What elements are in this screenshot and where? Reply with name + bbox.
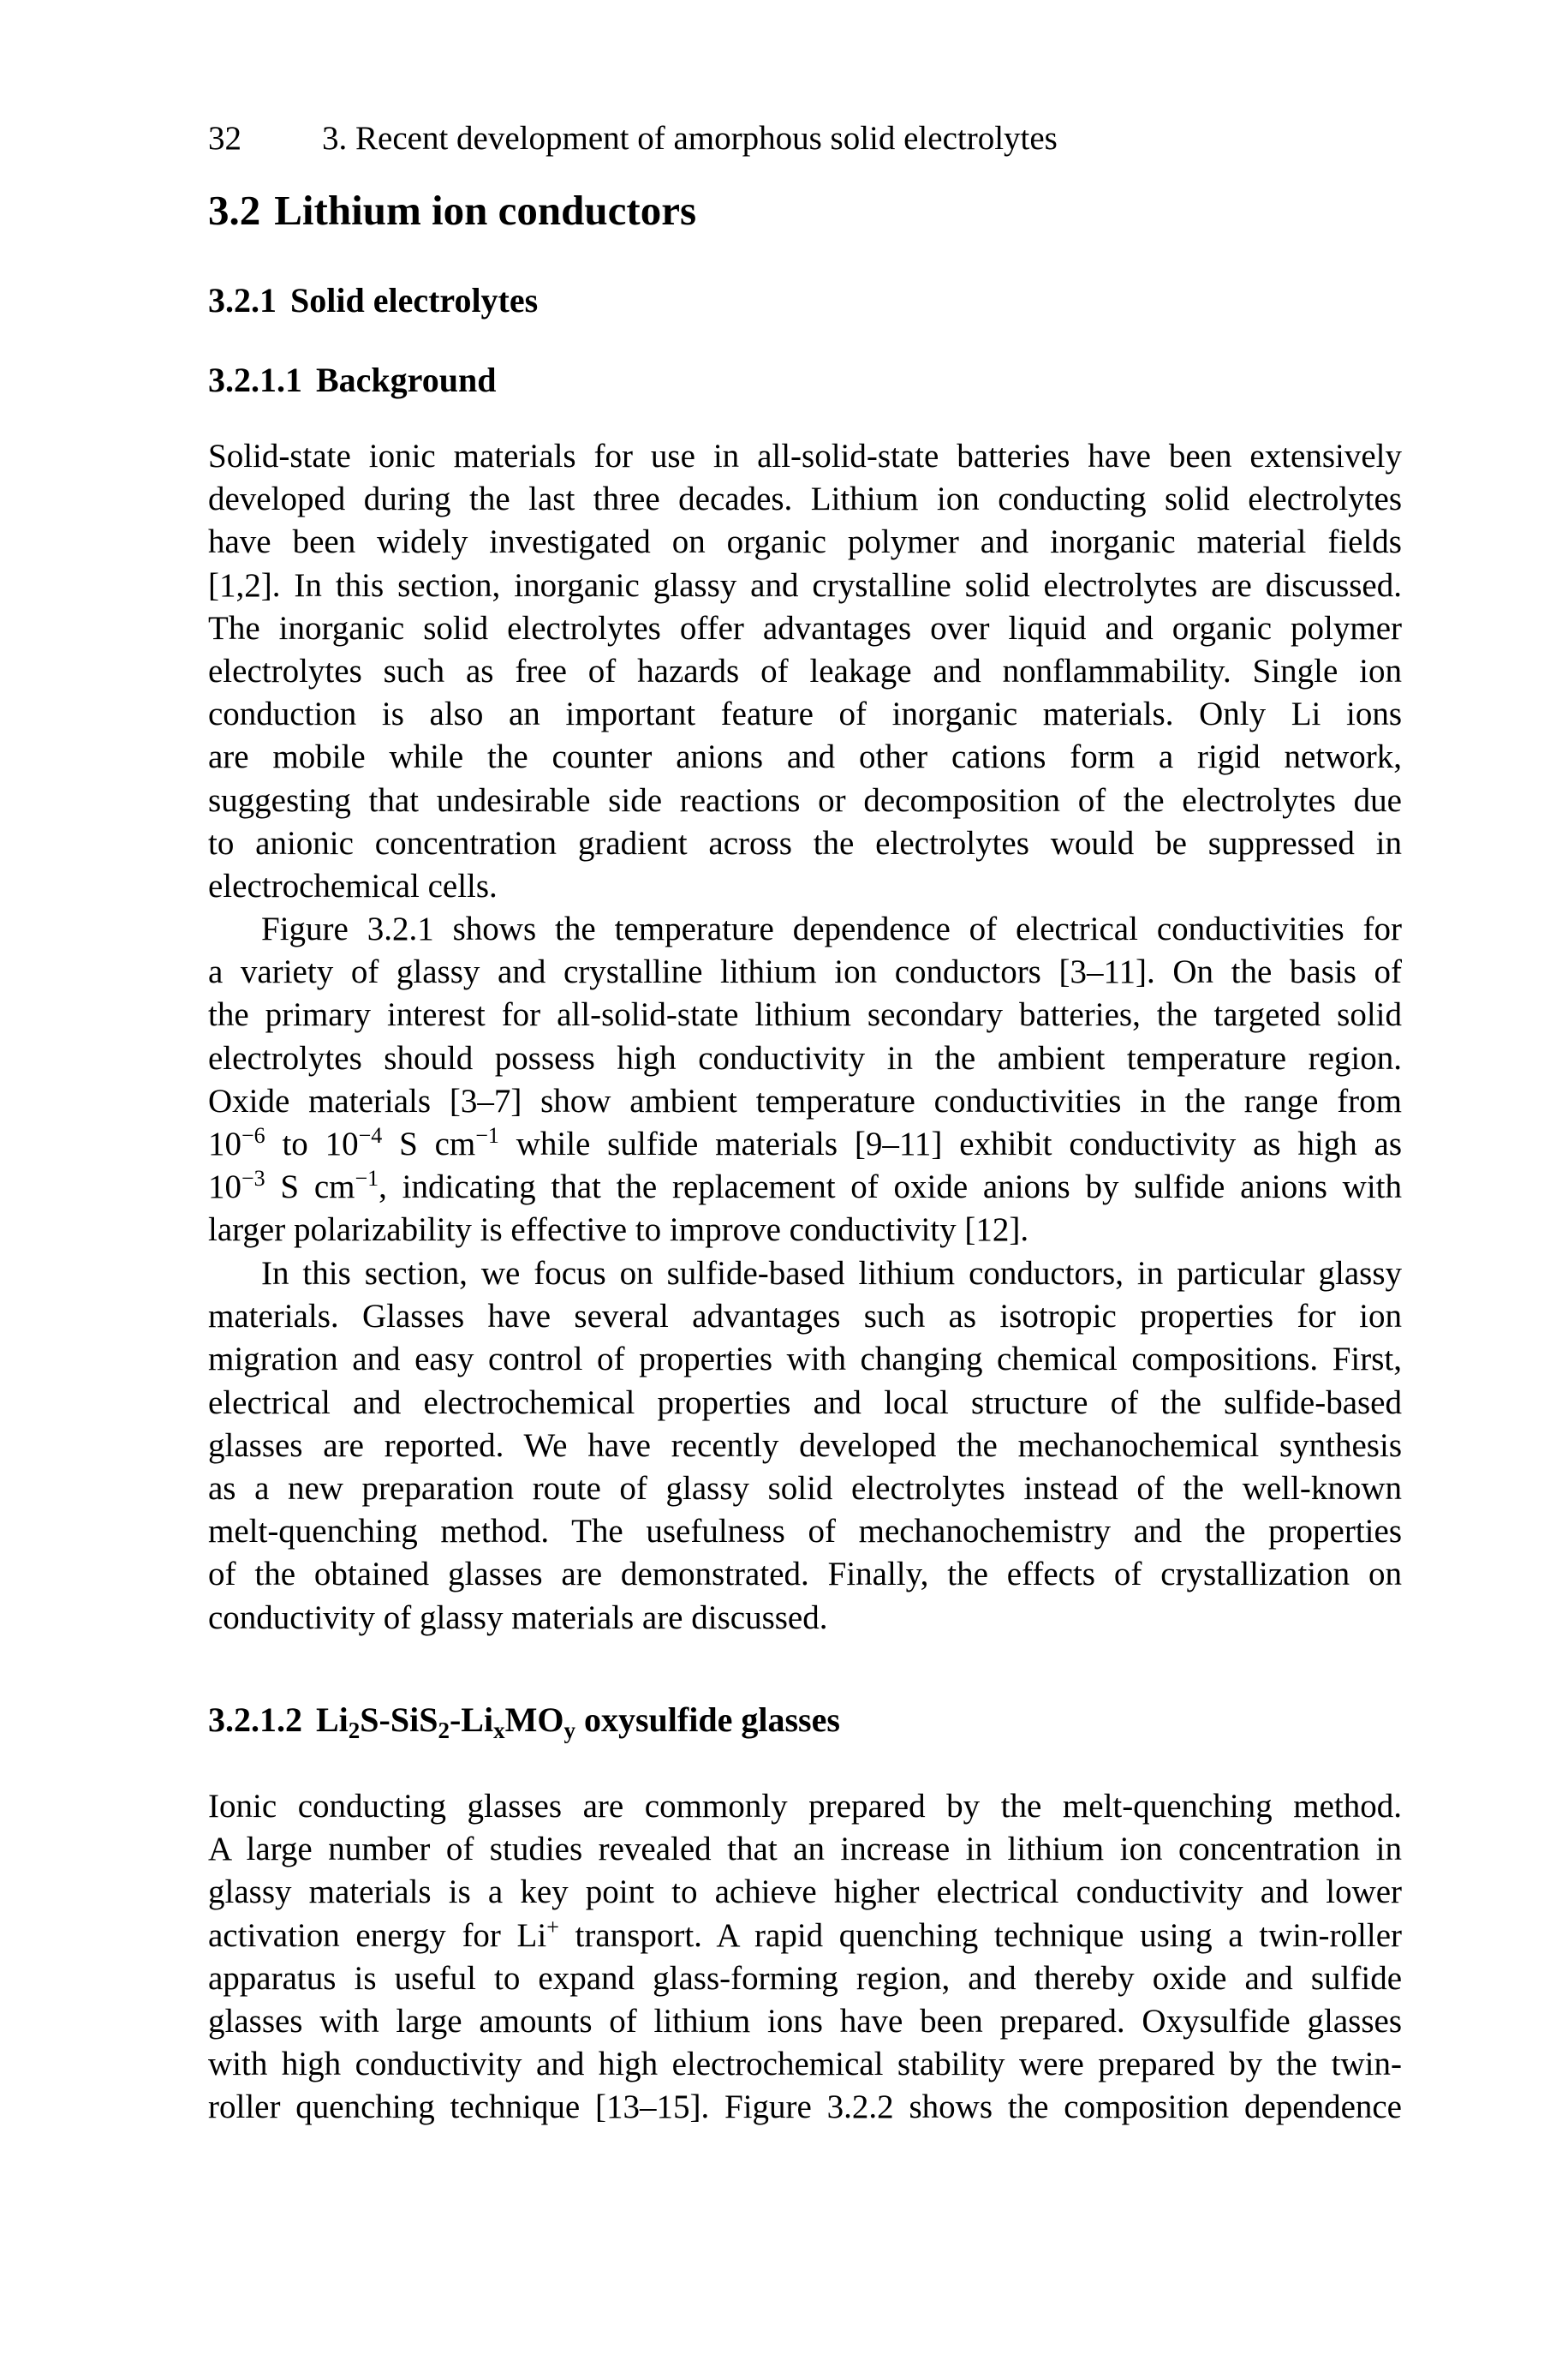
subsubsection-title (316, 1700, 840, 1743)
text-line: apparatus is useful to expand glass-forming region, and thereby oxide and sulfide (208, 1959, 1402, 1997)
text-line: a variety of glassy and crystalline lithium ion conductors [3–11]. On the basis of (208, 953, 1402, 991)
subscript: 2 (348, 1718, 361, 1743)
title-run: Li (316, 1700, 349, 1739)
text-line: materials. Glasses have several advantages such as isotropic properties for ion (208, 1298, 1402, 1335)
text-run: to 10 (265, 1125, 359, 1162)
text-line: Figure 3.2.1 shows the temperature dependence of electrical conductivities for (261, 911, 1402, 947)
subsubsection-heading-oxysulfide (208, 1700, 840, 1741)
text-line: glassy materials is a key point to achieve higher electrical conductivity and lower (208, 1873, 1402, 1911)
chapter-title: 3. Recent development of amorphous solid electrolytes (322, 120, 1058, 157)
text-line: electrical and electrochemical properties and local structure of the sulfide-based (208, 1383, 1402, 1421)
text-run: S cm (265, 1168, 355, 1206)
text-line: [1,2]. In this section, inorganic glassy and crystalline solid electrolytes are discussed. (208, 566, 1402, 604)
text-line-with-superscripts (208, 1166, 1402, 1209)
subsubsection-number: 3.2.1.1 (208, 361, 302, 399)
running-head (208, 120, 1058, 158)
text-line-with-superscripts (208, 1123, 1402, 1166)
text-line: Solid-state ionic materials for use in all-solid-state batteries have been extensively (208, 438, 1402, 475)
subscript: 2 (438, 1718, 450, 1743)
text-run: transport. A rapid quenching technique using a twin-roller (558, 1916, 1402, 1954)
section-title: Lithium ion conductors (274, 187, 697, 234)
text-line: melt-quenching method. The usefulness of mechanochemistry and the properties (208, 1513, 1402, 1550)
text-line: A large number of studies revealed that an increase in lithium ion concentration in (208, 1831, 1402, 1868)
text-line: In this section, we focus on sulfide-based lithium conductors, in particular glassy (261, 1255, 1402, 1292)
paragraph-background-3 (208, 1252, 1402, 1640)
text-line: Ionic conducting glasses are commonly prepared by the melt-quenching method. (208, 1788, 1402, 1825)
text-line: as a new preparation route of glassy solid electrolytes instead of the well-known (208, 1469, 1402, 1507)
title-run: oxysulfide glasses (575, 1700, 840, 1739)
text-line: to anionic concentration gradient across the electrolytes would be suppressed in (208, 824, 1402, 862)
text-line: glasses are reported. We have recently developed the mechanochemical synthesis (208, 1426, 1402, 1464)
subsection-number: 3.2.1 (208, 281, 277, 320)
superscript: −1 (355, 1166, 379, 1192)
text-line: conductivity of glassy materials are discussed. (208, 1598, 828, 1636)
superscript: + (546, 1914, 559, 1939)
text-run: activation energy for Li (208, 1916, 547, 1954)
paragraph-background-2 (208, 908, 1402, 1252)
text-run: 10 (208, 1168, 241, 1206)
page-number: 32 (208, 120, 241, 157)
subsection-heading (208, 280, 538, 321)
subsection-title: Solid electrolytes (290, 281, 539, 320)
text-line: larger polarizability is effective to improve conductivity [12]. (208, 1211, 1029, 1249)
text-line: have been widely investigated on organic polymer and inorganic material fields (208, 523, 1402, 561)
paragraph-background-1 (208, 435, 1402, 908)
text-line: suggesting that undesirable side reactions or decomposition of the electrolytes due (208, 781, 1402, 819)
paragraph-oxysulfide-1 (208, 1785, 1402, 2130)
superscript: −1 (475, 1122, 499, 1148)
text-run: 10 (208, 1125, 241, 1162)
text-line: roller quenching technique [13–15]. Figure 3.2.2 shows the composition dependence (208, 2088, 1402, 2126)
text-line: electrolytes should possess high conductivity in the ambient temperature region. (208, 1039, 1402, 1077)
superscript: −3 (241, 1166, 265, 1192)
text-line-with-superscript (208, 1915, 1402, 1957)
text-line: conduction is also an important feature of inorganic materials. Only Li ions (208, 696, 1402, 733)
title-run: S-SiS (360, 1700, 438, 1739)
text-line: glasses with large amounts of lithium ions have been prepared. Oxysulfide glasses (208, 2002, 1402, 2040)
section-heading (208, 187, 696, 235)
text-line: are mobile while the counter anions and other cations form a rigid network, (208, 738, 1402, 776)
text-line: electrolytes such as free of hazards of leakage and nonflammability. Single ion (208, 652, 1402, 690)
title-run: MO (504, 1700, 564, 1739)
text-run: , indicating that the replacement of oxide anions by sulfide anions with (379, 1168, 1402, 1206)
subscript: x (493, 1718, 505, 1743)
text-line: electrochemical cells. (208, 867, 498, 905)
subsubsection-heading-background (208, 360, 496, 401)
superscript: −4 (358, 1122, 383, 1148)
text-line: developed during the last three decades. Lithium ion conducting solid electrolytes (208, 481, 1402, 518)
text-line: migration and easy control of properties with changing chemical compositions. First, (208, 1341, 1402, 1378)
text-line: Oxide materials [3–7] show ambient temperature conductivities in the range from (208, 1082, 1402, 1120)
text-line: of the obtained glasses are demonstrated. Finally, the effects of crystallization on (208, 1556, 1402, 1593)
text-run: while sulfide materials [9–11] exhibit conductivity as high as (498, 1125, 1403, 1162)
superscript: −6 (241, 1122, 265, 1148)
section-number: 3.2 (208, 187, 261, 234)
text-line: The inorganic solid electrolytes offer advantages over liquid and organic polymer (208, 609, 1402, 647)
subsubsection-number: 3.2.1.2 (208, 1700, 302, 1739)
title-run: -Li (449, 1700, 494, 1739)
text-run: S cm (382, 1125, 476, 1162)
text-line: the primary interest for all-solid-state lithium secondary batteries, the targeted solid (208, 996, 1402, 1034)
subsubsection-title: Background (316, 361, 497, 399)
text-line: with high conductivity and high electrochemical stability were prepared by the twin- (208, 2046, 1402, 2083)
subscript: y (563, 1718, 575, 1743)
